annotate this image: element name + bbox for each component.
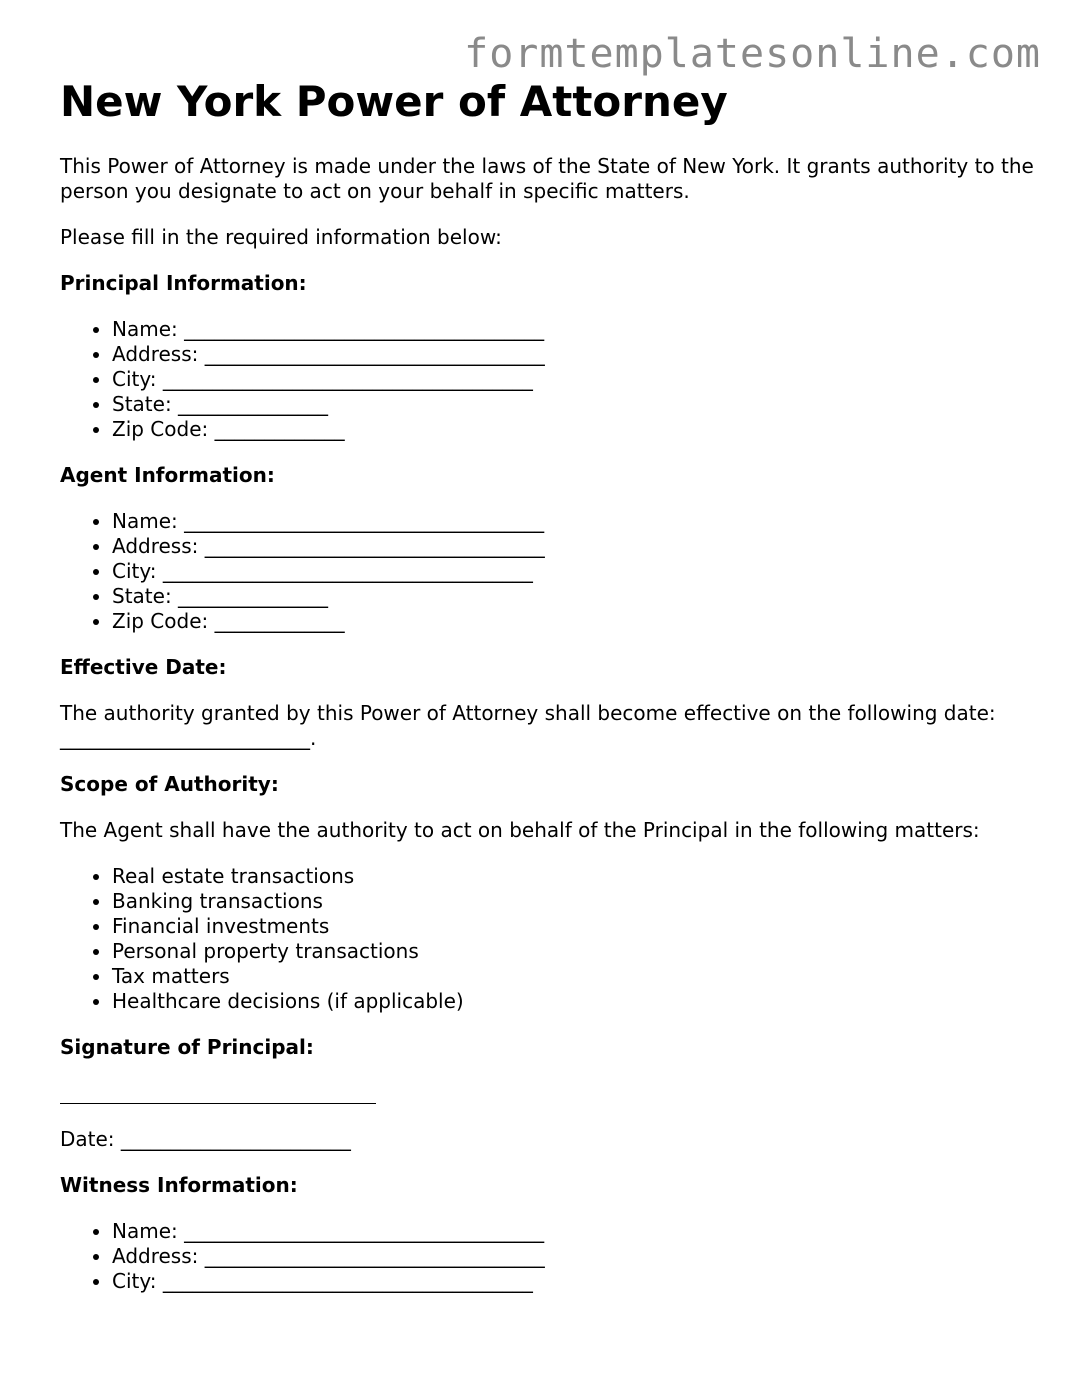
principal-zip-field[interactable]: • Zip Code: _____________ <box>112 417 1040 442</box>
scope-list <box>60 864 1040 1014</box>
agent-state-field[interactable]: • State: _______________ <box>112 584 1040 609</box>
agent-city-field[interactable]: • City: _____________________________________ <box>112 559 1040 584</box>
witness-name-field[interactable]: • Name: ____________________________________ <box>112 1219 1040 1244</box>
signature-line-row <box>60 1081 1040 1106</box>
scope-item: • Healthcare decisions (if applicable) <box>112 989 1040 1014</box>
scope-item: • Personal property transactions <box>112 939 1040 964</box>
watermark: formtemplatesonline.com <box>464 31 1041 77</box>
scope-text: The Agent shall have the authority to act on behalf of the Principal in the following matters: <box>60 818 980 842</box>
effective-date-heading: Effective Date: <box>60 655 227 679</box>
principal-heading: Principal Information: <box>60 271 307 295</box>
scope-item: • Financial investments <box>112 914 1040 939</box>
scope-item: • Real estate transactions <box>112 864 1040 889</box>
instruction-text: Please fill in the required information below: <box>60 225 502 249</box>
agent-fields <box>60 509 1040 634</box>
document-title: New York Power of Attorney <box>60 77 728 126</box>
scope-item: • Tax matters <box>112 964 1040 989</box>
scope-heading: Scope of Authority: <box>60 772 279 796</box>
intro-paragraph: This Power of Attorney is made under the laws of the State of New York. It grants authority to the person you designate to act on your behalf in specific matters. <box>60 154 1034 203</box>
principal-name-field[interactable]: • Name: ____________________________________ <box>112 317 1040 342</box>
agent-zip-field[interactable]: • Zip Code: _____________ <box>112 609 1040 634</box>
effective-date-text[interactable]: The authority granted by this Power of Attorney shall become effective on the following date: _________________________. <box>60 701 996 750</box>
witness-address-field[interactable]: • Address: __________________________________ <box>112 1244 1040 1269</box>
signature-date-field[interactable]: Date: _______________________ <box>60 1127 351 1151</box>
scope-item: • Banking transactions <box>112 889 1040 914</box>
agent-heading: Agent Information: <box>60 463 275 487</box>
witness-city-field[interactable]: • City: _____________________________________ <box>112 1269 1040 1294</box>
witness-heading: Witness Information: <box>60 1173 298 1197</box>
signature-line[interactable] <box>60 1081 376 1104</box>
document-body <box>60 78 1040 1294</box>
principal-city-field[interactable]: • City: _____________________________________ <box>112 367 1040 392</box>
principal-state-field[interactable]: • State: _______________ <box>112 392 1040 417</box>
signature-heading: Signature of Principal: <box>60 1035 314 1059</box>
principal-address-field[interactable]: • Address: __________________________________ <box>112 342 1040 367</box>
principal-fields <box>60 317 1040 442</box>
witness-fields <box>60 1219 1040 1294</box>
agent-name-field[interactable]: • Name: ____________________________________ <box>112 509 1040 534</box>
agent-address-field[interactable]: • Address: __________________________________ <box>112 534 1040 559</box>
